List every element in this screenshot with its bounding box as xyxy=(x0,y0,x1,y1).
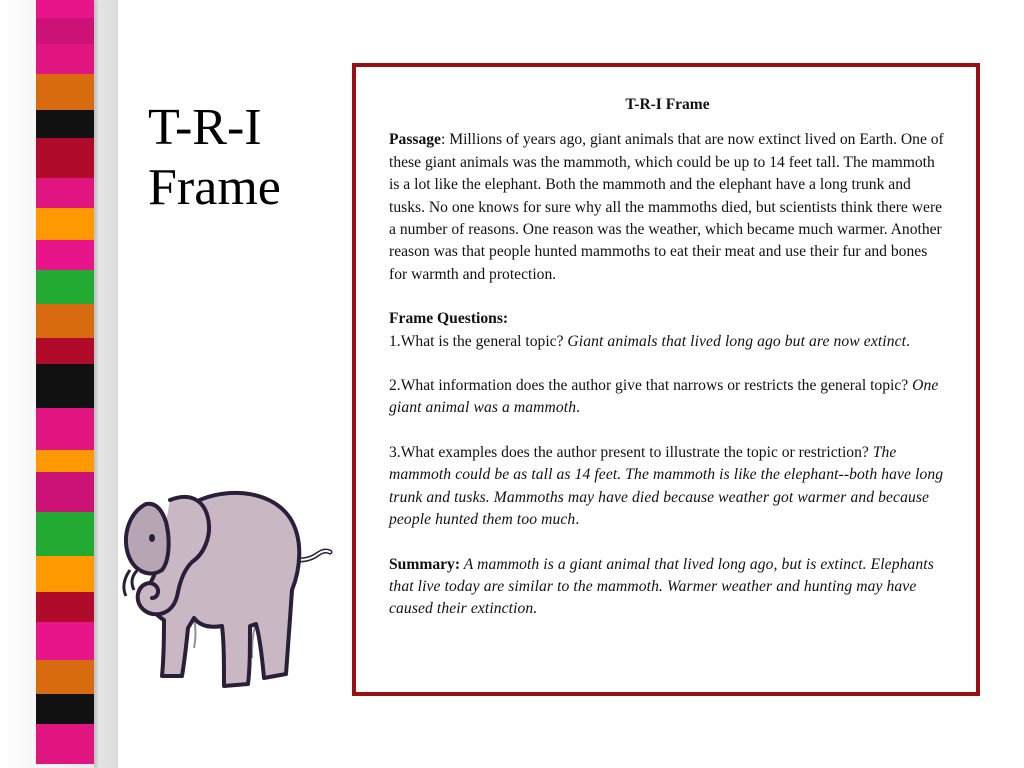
question-1-answer: Giant animals that lived long ago but are now extinct xyxy=(567,332,907,350)
question-3-text: 3.What examples does the author present to illustrate the topic or restriction? xyxy=(389,443,873,461)
summary-text: A mammoth is a giant animal that lived long ago, but is extinct. Elephants that live today are similar to the mammoth. Warmer weather and hunting may have caused their extinction. xyxy=(389,555,934,618)
frame-question-3 xyxy=(389,442,946,532)
frame-questions-label: Frame Questions: xyxy=(389,310,509,328)
passage-label: Passage xyxy=(389,131,441,149)
question-1-end: . xyxy=(906,332,910,350)
card-title: T-R-I Frame xyxy=(625,96,710,113)
frame-question-2 xyxy=(389,375,946,420)
frame-question-1 xyxy=(389,308,946,353)
decorative-stripe xyxy=(36,0,94,768)
summary-label: Summary: xyxy=(389,555,461,573)
question-2-answer: One giant animal was a mammoth xyxy=(389,377,939,417)
question-1-text: 1.What is the general topic? xyxy=(389,332,568,350)
passage-text: : Millions of years ago, giant animals that are now extinct lived on Earth. One of these giant animals was the mammoth, which could be up to 14 feet tall. The mammoth is a lot like the elephant. Both the mammoth and the elephant have a long trunk and tusks. No one knows for sure why all the mammoths died, but scientists think there were a number of reasons. One reason was the weather, which became much warmer. Another reason was that people hunted mammoths to eat their meat and use their fur and bones for warmth and protection. xyxy=(389,131,944,283)
question-2-text: 2.What information does the author give that narrows or restricts the general topic? xyxy=(389,377,913,395)
elephant-icon xyxy=(100,478,340,703)
slide-title-line-2: Frame xyxy=(148,159,281,216)
tri-frame-card xyxy=(352,63,980,696)
question-3-answer: The mammoth could be as tall as 14 feet. The mammoth is like the elephant--both have long trunk and tusks. Mammoths may have died because weather got warmer and because people hunted them too much xyxy=(389,443,944,529)
passage-paragraph xyxy=(389,129,946,286)
question-3-end: . xyxy=(575,511,580,529)
slide-title xyxy=(148,98,338,218)
question-2-end: . xyxy=(576,399,581,417)
slide-title-line-1: T-R-I xyxy=(148,99,262,156)
summary-paragraph xyxy=(389,554,946,621)
